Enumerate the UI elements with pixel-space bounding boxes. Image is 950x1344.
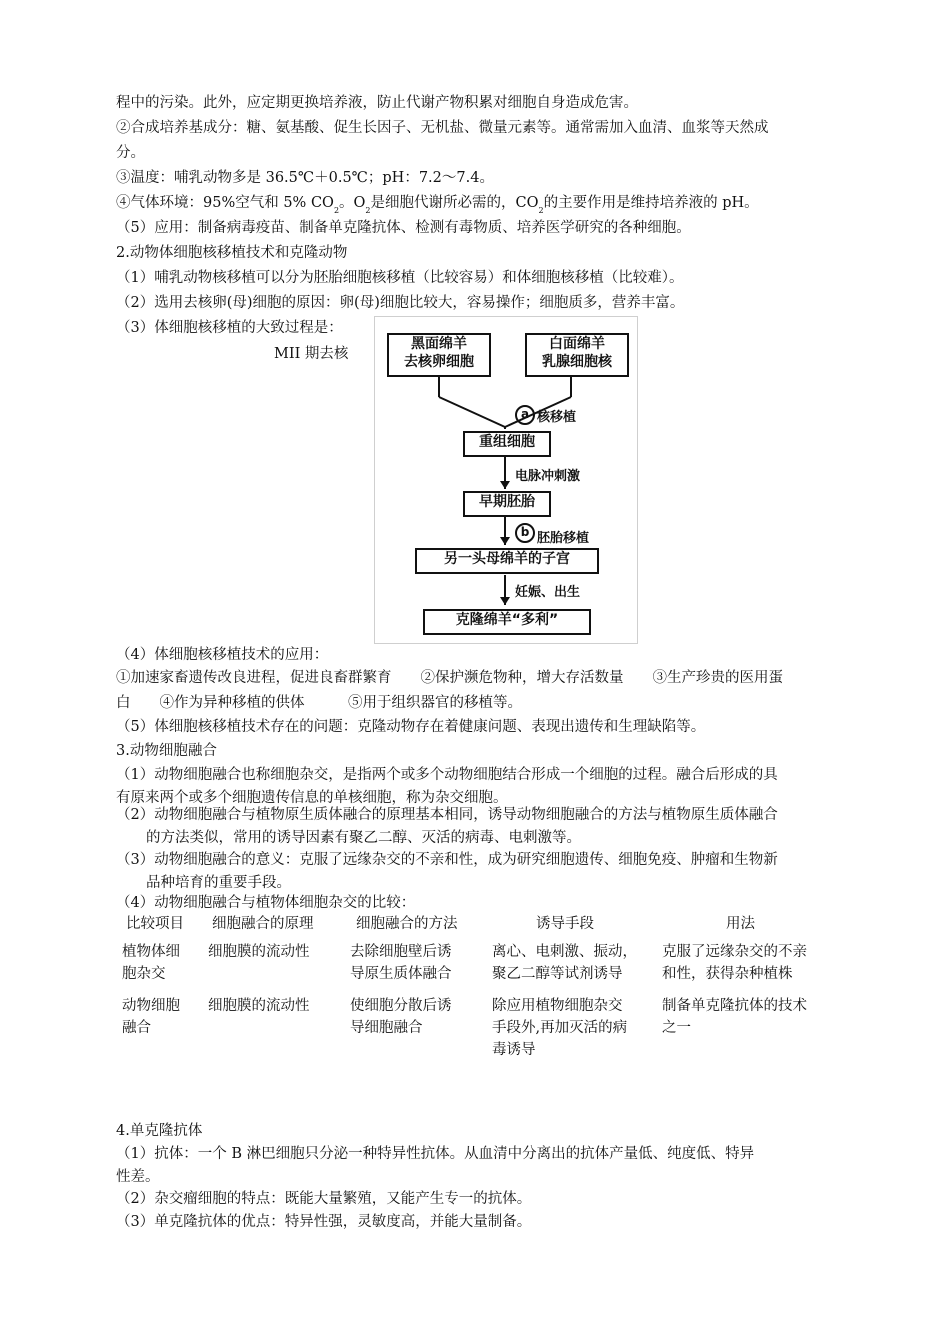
text-line: 白 ④作为异种移植的供体 ⑤用于组织器官的移植等。 <box>116 695 522 711</box>
table-cell: 除应用植物细胞杂交 手段外,再加灭活的病 毒诱导 <box>492 998 628 1058</box>
embryo-transfer-label: 胚胎移植 <box>537 531 590 546</box>
table-cell: 去除细胞壁后诱 导原生质体融合 <box>350 944 452 982</box>
nuclear-transfer-diagram <box>374 316 638 644</box>
text-line: 的方法类似，常用的诱导因素有聚乙二醇、灭活的病毒、电刺激等。 <box>146 830 581 846</box>
early-embryo-box: 早期胚胎 <box>463 491 551 517</box>
text-line: （1）哺乳动物核移植可以分为胚胎细胞核移植（比较容易）和体细胞核移植（比较难）。 <box>116 270 684 286</box>
mammary-nucleus-box: 白面绵羊 乳腺细胞核 <box>525 333 629 377</box>
section-title: 4.单克隆抗体 <box>116 1123 203 1139</box>
subscript: 2 <box>333 206 340 215</box>
subscript: 2 <box>365 206 371 215</box>
table-cell: 细胞膜的流动性 <box>208 944 310 960</box>
text-line: ②合成培养基成分：糖、氨基酸、促生长因子、无机盐、微量元素等。通常需加入血清、血浆等天然成 <box>116 120 769 136</box>
comparison-table <box>116 913 840 1073</box>
step-a-icon: a <box>515 405 535 425</box>
text-line: （2）杂交瘤细胞的特点：既能大量繁殖，又能产生专一的抗体。 <box>116 1191 532 1207</box>
table-cell: 动物细胞 融合 <box>122 998 180 1036</box>
nuclear-transfer-label: 核移植 <box>537 410 577 425</box>
surrogate-uterus-box: 另一头母绵羊的子宫 <box>415 548 599 574</box>
table-cell: 植物体细 胞杂交 <box>122 944 180 982</box>
dolly-box: 克隆绵羊“多利” <box>423 609 591 635</box>
section-title: 2.动物体细胞核移植技术和克隆动物 <box>116 245 348 261</box>
text-line: （4）动物细胞融合与植物体细胞杂交的比较： <box>116 895 416 911</box>
text-line: （4）体细胞核移植技术的应用： <box>116 647 329 663</box>
table-header: 用法 <box>726 916 755 932</box>
birth-label: 妊娠、出生 <box>515 585 581 600</box>
text-line: （1）抗体：一个 B 淋巴细胞只分泌一种特异性抗体。从血清中分离出的抗体产量低、纯度低、特异 <box>116 1146 755 1162</box>
text-line: 品种培育的重要手段。 <box>146 875 291 891</box>
text-part: 。O <box>339 195 366 211</box>
table-cell: 离心、电刺激、振动， 聚乙二醇等试剂诱导 <box>492 944 637 982</box>
text-line: （1）动物细胞融合也称细胞杂交，是指两个或多个动物细胞结合形成一个细胞的过程。融合后形成的具 <box>116 767 778 783</box>
mii-label: MII 期去核 <box>274 346 349 362</box>
text-line: （2）选用去核卵(母)细胞的原因：卵(母)细胞比较大，容易操作；细胞质多，营养丰富。 <box>116 295 685 311</box>
text-part: 是细胞代谢所必需的，CO <box>370 195 539 211</box>
text-part: 的主要作用是维持培养液的 pH。 <box>543 195 759 211</box>
table-cell: 克服了远缘杂交的不亲 和性，获得杂种植株 <box>662 944 807 982</box>
table-header: 细胞融合的原理 <box>212 916 314 932</box>
text-line: （5）应用：制备病毒疫苗、制备单克隆抗体、检测有毒物质、培养医学研究的各种细胞。 <box>116 220 691 236</box>
subscript: 2 <box>538 206 544 215</box>
text-line: 有原来两个或多个细胞遗传信息的单核细胞，称为杂交细胞。 <box>116 790 508 806</box>
reconstructed-cell-box: 重组细胞 <box>463 431 551 457</box>
text-line: ①加速家畜遗传改良进程，促进良畜群繁育 ②保护濒危物种，增大存活数量 ③生产珍贵的医用蛋 <box>116 670 783 686</box>
text-line: （3）体细胞核移植的大致过程是： <box>116 320 343 336</box>
text-line-gas <box>116 194 759 214</box>
text-line: ③温度：哺乳动物多是 36.5℃＋0.5℃；pH：7.2～7.4。 <box>116 170 494 186</box>
table-cell: 使细胞分散后诱 导细胞融合 <box>350 998 452 1036</box>
section-title: 3.动物细胞融合 <box>116 743 217 759</box>
text-line: 程中的污染。此外，应定期更换培养液，防止代谢产物积累对细胞自身造成危害。 <box>116 95 638 111</box>
text-part: ④气体环境：95%空气和 5% CO <box>116 195 334 211</box>
text-line: （3）单克隆抗体的优点：特异性强，灵敏度高，并能大量制备。 <box>116 1214 532 1230</box>
table-header: 比较项目 <box>126 916 184 932</box>
text-line: （5）体细胞核移植技术存在的问题：克隆动物存在着健康问题、表现出遗传和生理缺陷等。 <box>116 719 706 735</box>
pulse-label: 电脉冲刺激 <box>515 469 581 484</box>
text-line: （3）动物细胞融合的意义：克服了远缘杂交的不亲和性，成为研究细胞遗传、细胞免疫、肿瘤和生物新 <box>116 852 778 868</box>
table-cell: 细胞膜的流动性 <box>208 998 310 1014</box>
text-line: 分。 <box>116 145 145 161</box>
table-cell: 制备单克隆抗体的技术 之一 <box>662 998 807 1036</box>
table-header: 诱导手段 <box>536 916 594 932</box>
text-line: 性差。 <box>116 1169 160 1185</box>
table-header: 细胞融合的方法 <box>356 916 458 932</box>
text-line: （2）动物细胞融合与植物原生质体融合的原理基本相同，诱导动物细胞融合的方法与植物原生质体融合 <box>116 807 778 823</box>
step-b-icon: b <box>515 523 535 543</box>
enucleated-egg-box: 黑面绵羊 去核卵细胞 <box>387 333 491 377</box>
